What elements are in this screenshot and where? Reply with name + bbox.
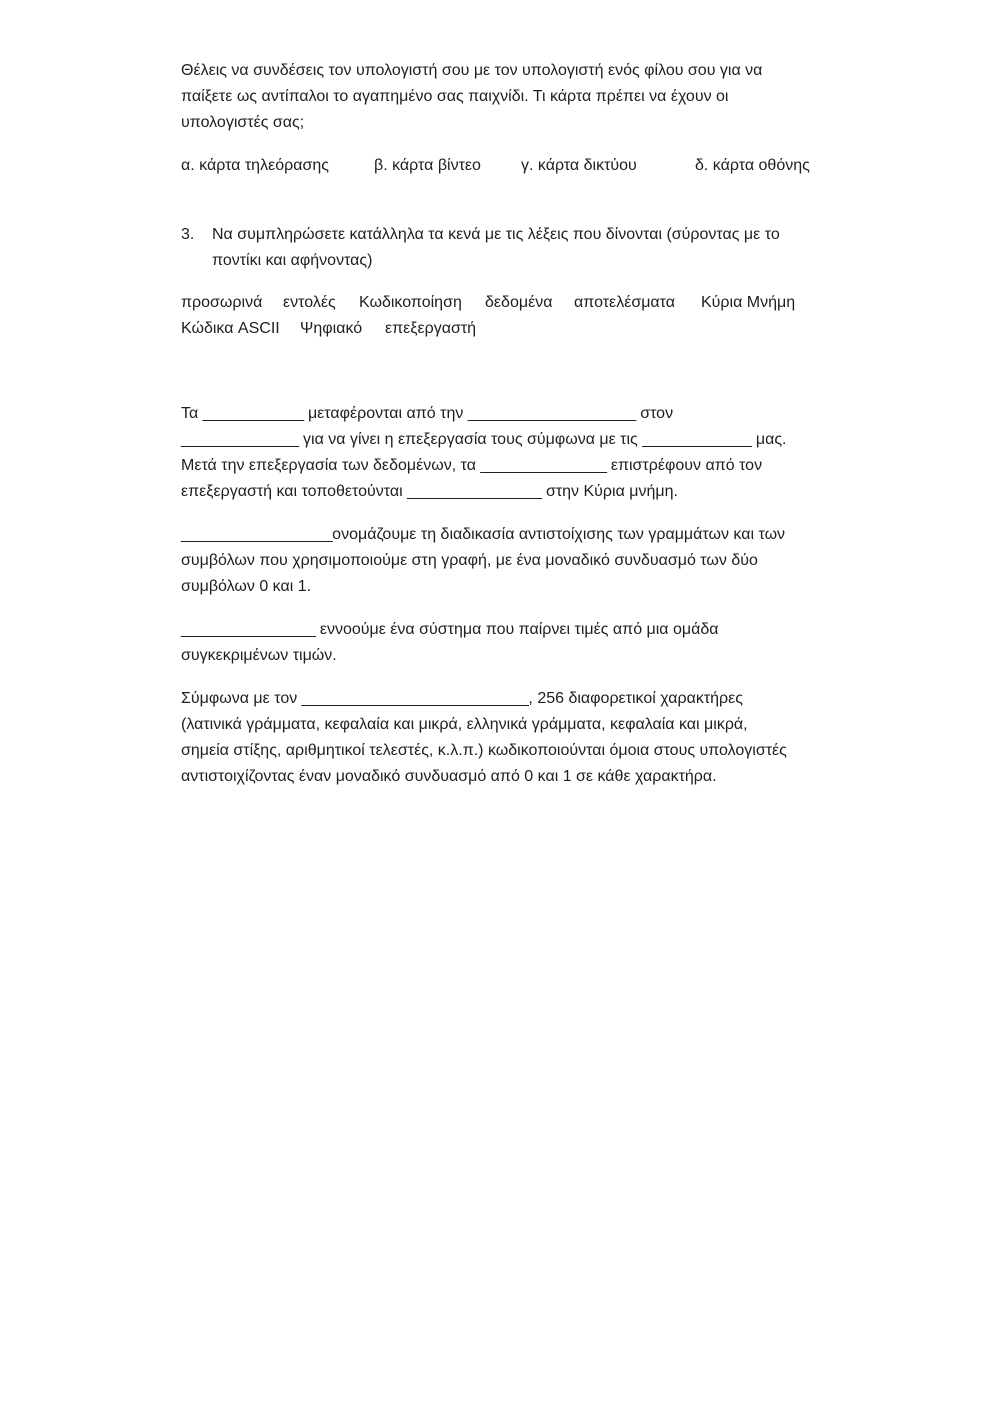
word-bank-item[interactable]: αποτελέσματα <box>574 294 676 311</box>
word-bank-item[interactable]: επεξεργαστή <box>385 320 477 337</box>
word-bank-item[interactable]: δεδομένα <box>485 294 553 311</box>
option-c[interactable]: γ. κάρτα δικτύου <box>521 157 637 174</box>
text: εννοούμε ένα σύστημα που παίρνει τιμές από μια ομάδα <box>315 621 719 638</box>
option-d[interactable]: δ. κάρτα οθόνης <box>695 157 810 174</box>
blank-drop-zone[interactable]: ________________ <box>181 621 316 638</box>
word-bank-item[interactable]: Ψηφιακό <box>300 320 363 337</box>
text: Τα <box>181 405 203 422</box>
word-bank-item[interactable]: Κώδικα ASCII <box>181 320 280 337</box>
blank-drop-zone[interactable]: _______________ <box>480 457 607 474</box>
paragraph-2-line-3: συμβόλων 0 και 1. <box>181 578 312 595</box>
word-bank-item[interactable]: Κωδικοποίηση <box>359 294 462 311</box>
blank-drop-zone[interactable]: ___________________________ <box>301 690 529 707</box>
question-3-instruction-line-1: Να συμπληρώσετε κατάλληλα τα κενά με τις λέξεις που δίνονται (σύροντας με το <box>212 226 780 243</box>
paragraph-2-line-1 <box>181 522 785 548</box>
option-b[interactable]: β. κάρτα βίντεο <box>374 157 481 174</box>
text: μας. <box>751 431 787 448</box>
text: Μετά την επεξεργασία των δεδομένων, τα <box>181 457 481 474</box>
text: για να γίνει η επεξεργασία τους σύμφωνα με τις <box>298 431 643 448</box>
paragraph-1-line-4 <box>181 479 678 505</box>
paragraph-2-line-2: συμβόλων που χρησιμοποιούμε στη γραφή, με ένα μοναδικό συνδυασμό των δύο <box>181 552 758 569</box>
word-bank-item[interactable]: Κύρια Μνήμη <box>701 294 796 311</box>
blank-drop-zone[interactable]: ______________ <box>181 431 299 448</box>
paragraph-3-line-2: συγκεκριμένων τιμών. <box>181 647 337 664</box>
option-a[interactable]: α. κάρτα τηλεόρασης <box>181 157 329 174</box>
paragraph-4-line-1 <box>181 686 743 712</box>
text: μεταφέρονται από την <box>303 405 468 422</box>
text: , 256 διαφορετικοί χαρακτήρες <box>528 690 743 707</box>
question-3-number: 3. <box>181 226 195 243</box>
question-2-line-1: Θέλεις να συνδέσεις τον υπολογιστή σου με τον υπολογιστή ενός φίλου σου για να <box>181 62 763 79</box>
blank-drop-zone[interactable]: _____________ <box>642 431 752 448</box>
word-bank-item[interactable]: προσωρινά <box>181 294 263 311</box>
paragraph-1-line-3 <box>181 453 762 479</box>
text: στην Κύρια μνήμη. <box>541 483 678 500</box>
paragraph-3-line-1 <box>181 617 719 643</box>
blank-drop-zone[interactable]: ________________ <box>407 483 542 500</box>
paragraph-1-line-2 <box>181 427 786 453</box>
text: Σύμφωνα με τον <box>181 690 302 707</box>
paragraph-4-line-2: (λατινικά γράμματα, κεφαλαία και μικρά, ελληνικά γράμματα, κεφαλαία και μικρά, <box>181 716 748 733</box>
word-bank-item[interactable]: εντολές <box>283 294 336 311</box>
text: επεξεργαστή και τοποθετούνται <box>181 483 408 500</box>
text: στον <box>635 405 674 422</box>
paragraph-1-line-1 <box>181 401 673 427</box>
text: ονομάζουμε τη διαδικασία αντιστοίχισης των γραμμάτων και των <box>332 526 786 543</box>
blank-drop-zone[interactable]: __________________ <box>181 526 333 543</box>
text: επιστρέφουν από τον <box>606 457 763 474</box>
paragraph-4-line-4: αντιστοιχίζοντας έναν μοναδικό συνδυασμό από 0 και 1 σε κάθε χαρακτήρα. <box>181 768 717 785</box>
question-2-line-2: παίξετε ως αντίπαλοι το αγαπημένο σας παιχνίδι. Τι κάρτα πρέπει να έχουν οι <box>181 88 729 105</box>
question-3-instruction-line-2: ποντίκι και αφήνοντας) <box>212 252 373 269</box>
blank-drop-zone[interactable]: ____________________ <box>467 405 636 422</box>
paragraph-4-line-3: σημεία στίξης, αριθμητικοί τελεστές, κ.λ.π.) κωδικοποιούνται όμοια στους υπολογιστές <box>181 742 787 759</box>
blank-drop-zone[interactable]: ____________ <box>202 405 304 422</box>
question-2-line-3: υπολογιστές σας; <box>181 114 305 131</box>
